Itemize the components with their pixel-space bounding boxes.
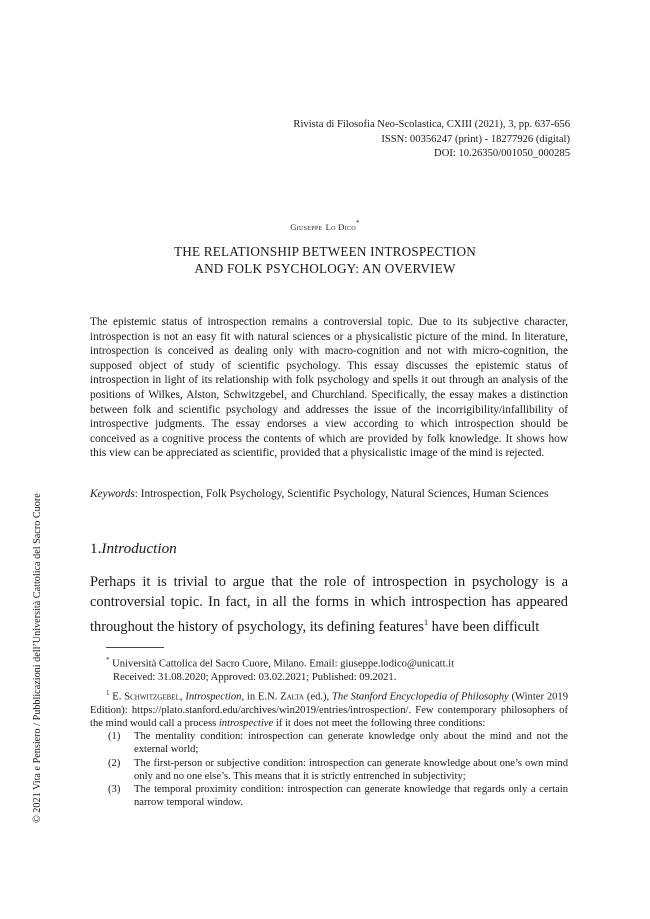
author-affiliation: Università Cattolica del Sacro Cuore, Milano. Email: giuseppe.lodico@unicatt.it (112, 658, 455, 670)
publication-dates: Received: 31.08.2020; Approved: 03.02.2021; Published: 09.2021. (113, 671, 397, 683)
journal-citation: Rivista di Filosofia Neo-Scolastica, CXIII (2021), 3, pp. 637-656 (293, 119, 570, 130)
citation-text: if it does not meet the following three conditions: (273, 717, 486, 729)
citation-url: (Winter 2019 Edition): https://plato.stanford.edu/archives/win2019/entries/introspection/. Few contemporary philosophers of the mind would call a process (90, 691, 569, 729)
cited-work: Introspection (185, 691, 242, 703)
cited-editor: Zalta (280, 691, 305, 703)
condition-text: The mentality condition: introspection can generate knowledge only about the mind and not the external world; (134, 731, 568, 756)
title-line-1: THE RELATIONSHIP BETWEEN INTROSPECTION (174, 244, 476, 259)
keywords (90, 487, 568, 502)
author-last-name: Lo Dico (325, 221, 356, 232)
footnote-author-mark: * (106, 656, 110, 664)
copyright-sidebar: © 2021 Vita e Pensiero / Pubblicazioni dell’Università Cattolica del Sacro Cuore (32, 493, 43, 823)
footnote-1: $^1$ E. Schwitzgebel, Introspection, in E.N. Zalta (ed.), The Stanford Encyclopedia of Philosophy (Winter 2019 Edition): https://plato.stanford.edu/archives/win2019/entries/introspection/. Few contemporary philosophers of the mind would call a process introspective if it does not meet the following three conditions: (1) The mentality condition: introspection can generate knowledge only about the mind and not the external world; (2) The first-person or subjective condition: introspection can generate knowledge about one’s own mind only and no one else’s. This means that it is strictly entrenched in subjectivity; (3) The temporal proximity condition: introspection can generate knowledge that regards only a certain narrow temporal window. (90, 689, 569, 809)
condition-item (108, 730, 568, 756)
paper-title (0, 243, 650, 277)
author-name (0, 219, 650, 233)
footnote-ref: 1 (424, 617, 428, 627)
author-footnote-mark: * (356, 219, 360, 227)
abstract: The epistemic status of introspection remains a controversial topic. Due to its subjective character, introspection is not an easy fit with natural sciences or a physicalistic picture of the mind. In literature, introspection is conceived as dealing only with macro-cognition and not with micro-cognition, the supposed object of study of scientific psychology. This essay discusses the epistemic status of introspection in light of its relationship with folk psychology and spells it out through an analysis of the positions of Wilkes, Alston, Schwitzgebel, and Churchland. Specifically, the essay makes a distinction between folk and scientific psychology and addresses the issue of the incorrigibility/infallibility of introspective judgments. The essay endorses a view according to which introspection should be conceived as a cognitive process the contents of which are provided by folk knowledge. It shows how this view can be appreciated as scientific, provided that a physicalistic image of the mind is rejected. (90, 316, 568, 460)
footnote-1-mark: 1 (106, 689, 110, 697)
footnote-divider (106, 647, 164, 648)
condition-item (108, 757, 568, 783)
keywords-label: Keywords (90, 488, 135, 500)
condition-number: (1) (108, 731, 121, 743)
author-first-name: Giuseppe (290, 221, 323, 232)
title-line-2: AND FOLK PSYCHOLOGY: AN OVERVIEW (194, 261, 456, 276)
body-paragraph (90, 573, 568, 637)
section-title: Introduction (101, 540, 177, 557)
cited-book: The Stanford Encyclopedia of Philosophy (332, 691, 509, 703)
condition-item (108, 783, 568, 809)
section-number: 1. (90, 540, 102, 557)
citation-text: , in E.N. (241, 691, 281, 703)
body-text-start: Perhaps it is trivial to argue that the role of introspection in psychology is a controversial topic. In fact, in all the forms in which introspection has appeared throughout the history of psychology, its defining features (90, 574, 568, 635)
journal-header (293, 118, 570, 162)
condition-text: The temporal proximity condition: introspection can generate knowledge that regards only a certain narrow temporal window. (134, 783, 568, 809)
condition-number: (3) (108, 783, 121, 795)
journal-doi: DOI: 10.26350/001050_000285 (434, 148, 570, 160)
footnote-author (106, 654, 568, 684)
footnote-term: introspective (218, 717, 274, 729)
section-heading (90, 540, 177, 558)
cited-author: E. Schwitzgebel (112, 691, 180, 703)
condition-number: (2) (108, 757, 121, 769)
journal-issn: ISSN: 00356247 (print) - 18277926 (digital) (381, 133, 570, 145)
body-text-end: have been difficult (428, 618, 540, 635)
keywords-text: : Introspection, Folk Psychology, Scientific Psychology, Natural Sciences, Human Sciences (134, 488, 549, 500)
citation-text: (ed.), (304, 691, 332, 703)
condition-text: The first-person or subjective condition: introspection can generate knowledge about one’s own mind only and no one else’s. This means that it is strictly entrenched in subjectivity; (134, 757, 568, 782)
